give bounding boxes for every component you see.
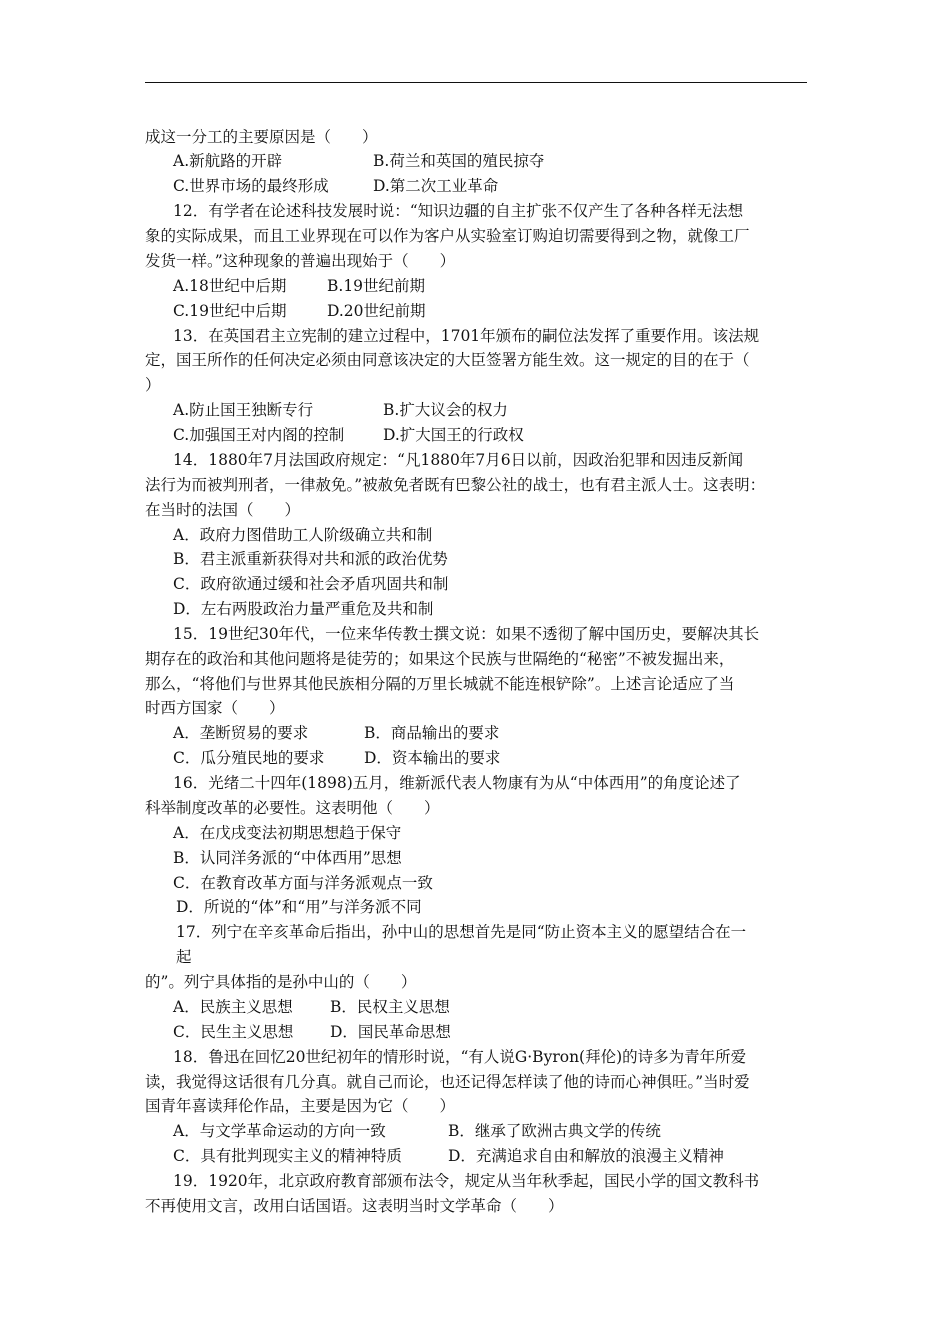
- question-stem: 15．19世纪30年代，一位来华传教士撰文说：如果不透彻了解中国历史，要解决其长: [173, 625, 760, 643]
- option-d: D．资本输出的要求: [364, 749, 501, 767]
- option-c: C．在教育改革方面与洋务派观点一致: [173, 874, 433, 892]
- question-stem: 在当时的法国（ ）: [145, 501, 301, 519]
- question-stem: 12．有学者在论述科技发展时说：“知识边疆的自主扩张不仅产生了各种各样无法想: [173, 202, 744, 220]
- question-stem: 的”。列宁具体指的是孙中山的（ ）: [145, 973, 417, 991]
- option-b: B.荷兰和英国的殖民掠夺: [373, 152, 545, 170]
- option-c: C．瓜分殖民地的要求: [173, 749, 325, 767]
- option-d: D．充满追求自由和解放的浪漫主义精神: [448, 1147, 724, 1165]
- option-a: A.18世纪中后期: [173, 277, 287, 295]
- question-stem: 读，我觉得这话很有几分真。就自己而论，也还记得怎样读了他的诗而心神俱旺。”当时爱: [145, 1073, 750, 1091]
- option-d: D.20世纪前期: [327, 302, 426, 320]
- option-c: C．具有批判现实主义的精神特质: [173, 1147, 402, 1165]
- option-b: B．民权主义思想: [330, 998, 450, 1016]
- question-stem: ）: [145, 376, 161, 394]
- option-a: A．政府力图借助工人阶级确立共和制: [173, 526, 433, 544]
- option-a: A．垄断贸易的要求: [173, 724, 309, 742]
- header-rule: [145, 82, 807, 83]
- option-a: A．民族主义思想: [173, 998, 293, 1016]
- question-stem: 定，国王所作的任何决定必须由同意该决定的大臣签署方能生效。这一规定的目的在于（: [145, 351, 750, 369]
- question-stem: 14．1880年7月法国政府规定：“凡1880年7月6日以前，因政治犯罪和因违反新闻: [173, 451, 744, 469]
- option-b: B.19世纪前期: [327, 277, 426, 295]
- option-d: D.扩大国王的行政权: [383, 426, 524, 444]
- question-stem: 17．列宁在辛亥革命后指出，孙中山的思想首先是同“防止资本主义的愿望结合在一: [176, 923, 747, 941]
- question-stem: 发货一样。”这种现象的普遍出现始于（ ）: [145, 252, 456, 270]
- question-stem: 时西方国家（ ）: [145, 699, 285, 717]
- option-b: B．君主派重新获得对共和派的政治优势: [173, 550, 448, 568]
- question-stem: 成这一分工的主要原因是（ ）: [145, 128, 378, 146]
- option-c: C．政府欲通过缓和社会矛盾巩固共和制: [173, 575, 449, 593]
- question-stem: 科举制度改革的必要性。这表明他（ ）: [145, 799, 440, 817]
- question-stem: 16．光绪二十四年(1898)五月，维新派代表人物康有为从“中体西用”的角度论述了: [173, 774, 741, 792]
- option-b: B.扩大议会的权力: [383, 401, 508, 419]
- option-c: C.世界市场的最终形成: [173, 177, 329, 195]
- option-d: D．左右两股政治力量严重危及共和制: [173, 600, 434, 618]
- option-a: A．在戊戌变法初期思想趋于保守: [173, 824, 402, 842]
- option-c: C.加强国王对内阁的控制: [173, 426, 345, 444]
- option-a: A．与文学革命运动的方向一致: [173, 1122, 386, 1140]
- question-stem: 法行为而被判刑者，一律赦免。”被赦免者既有巴黎公社的战士，也有君主派人士。这表明：: [145, 476, 766, 494]
- option-c: C．民生主义思想: [173, 1023, 294, 1041]
- question-stem: 象的实际成果，而且工业界现在可以作为客户从实验室订购迫切需要得到之物，就像工厂: [145, 227, 750, 245]
- option-a: A.防止国王独断专行: [173, 401, 314, 419]
- question-stem: 那么，“将他们与世界其他民族相分隔的万里长城就不能连根铲除”。上述言论适应了当: [145, 675, 735, 693]
- question-stem: 不再使用文言，改用白话国语。这表明当时文学革命（ ）: [145, 1197, 564, 1215]
- question-stem: 国青年喜读拜伦作品，主要是因为它（ ）: [145, 1097, 456, 1115]
- option-d: D．所说的“体”和“用”与洋务派不同: [176, 898, 422, 916]
- question-stem: 18．鲁迅在回忆20世纪初年的情形时说，“有人说G·Byron(拜伦)的诗多为青年所爱: [173, 1048, 747, 1066]
- option-d: D.第二次工业革命: [373, 177, 499, 195]
- option-a: A.新航路的开辟: [173, 152, 283, 170]
- question-stem: 起: [176, 948, 192, 966]
- option-b: B．继承了欧洲古典文学的传统: [448, 1122, 661, 1140]
- option-b: B．商品输出的要求: [364, 724, 500, 742]
- option-c: C.19世纪中后期: [173, 302, 287, 320]
- option-d: D．国民革命思想: [330, 1023, 451, 1041]
- question-stem: 期存在的政治和其他问题将是徒劳的；如果这个民族与世隔绝的“秘密”不被发掘出来，: [145, 650, 735, 668]
- question-stem: 19．1920年，北京政府教育部颁布法令，规定从当年秋季起，国民小学的国文教科书: [173, 1172, 760, 1190]
- option-b: B．认同洋务派的“中体西用”思想: [173, 849, 402, 867]
- question-stem: 13．在英国君主立宪制的建立过程中，1701年颁布的嗣位法发挥了重要作用。该法规: [173, 327, 760, 345]
